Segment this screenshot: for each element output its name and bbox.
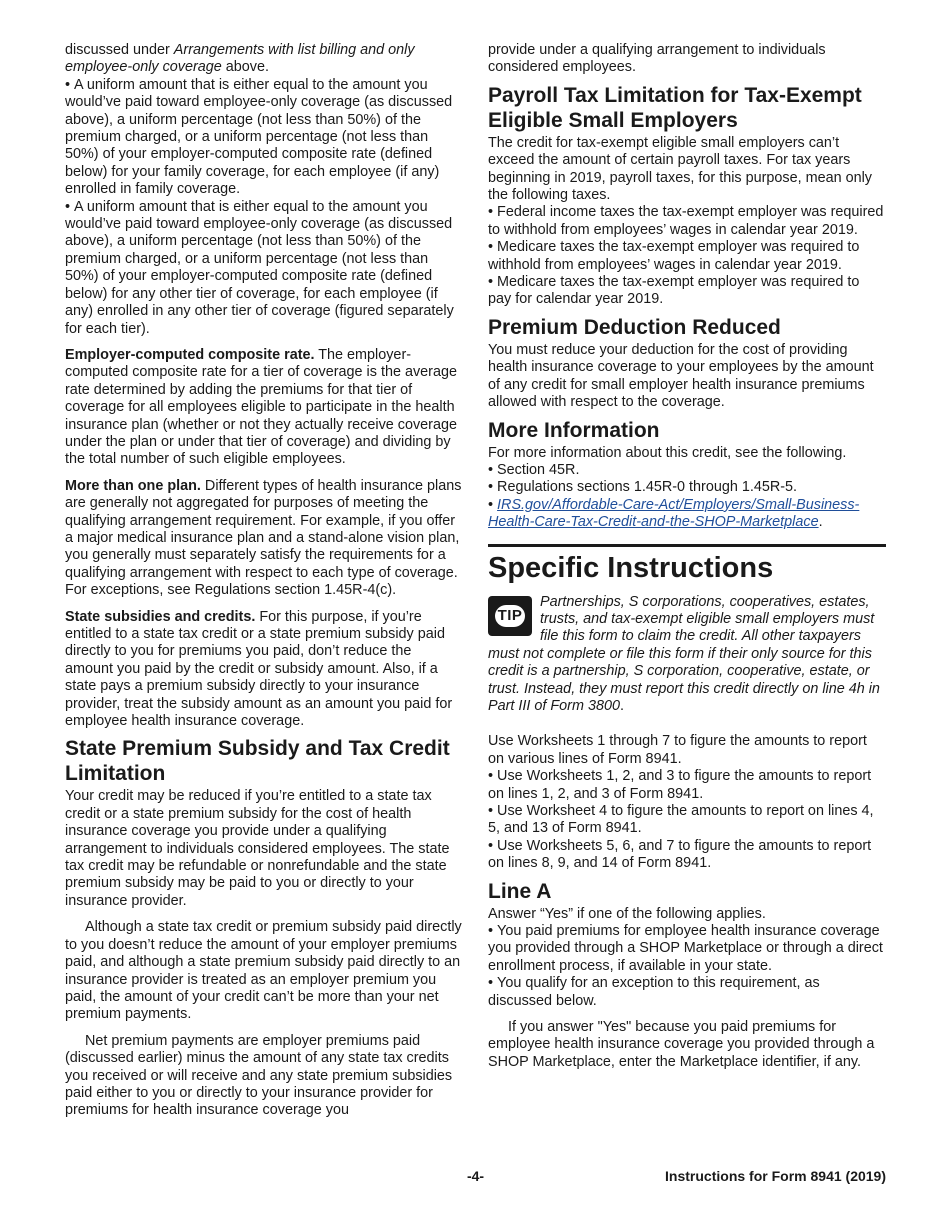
paragraph: Your credit may be reduced if you’re entitled to a state tax credit or a state premium subsidy for the cost of health insurance coverage you provide under a qualifying arrangement to individuals considered employees. The state tax credit may be refundable or nonrefundable and the state premium subsidy may be paid to you or directly to your insurance provider. — [65, 788, 450, 909]
paragraph: For more information about this credit, see the following. — [488, 444, 847, 461]
section-heading: State Premium Subsidy and Tax Credit Limitation — [65, 737, 450, 786]
page-title: Specific Instructions — [488, 551, 774, 584]
bullet-item: • Use Worksheet 4 to figure the amounts to report on lines 4, 5, and 13 of Form 8941. — [488, 803, 886, 838]
section-heading: More Information — [488, 418, 660, 442]
bullet-item: • Federal income taxes the tax-exempt employer was required to withhold from employees’ wages in calendar year 2019. — [488, 204, 886, 239]
bullet-item: • You paid premiums for employee health insurance coverage you provided through a SHOP Marketplace or through a direct enrollment process, if available in your state. — [488, 923, 886, 975]
section-heading: Payroll Tax Limitation for Tax-Exempt Eligible Small Employers — [488, 83, 862, 132]
bullet-item: • A uniform amount that is either equal to the amount you would’ve paid toward employee-only coverage (as discussed above), a uniform percentage (not less than 50%) of the premium charged, or a uniform percentage (not less than 50%) of your employer-computed composite rate (defined below) for your family coverage, for each employee (if any) enrolled in family coverage. — [65, 77, 463, 199]
paragraph: If you answer "Yes" because you paid premiums for employee health insurance coverage you provided through a SHOP Marketplace, enter the Marketplace identifier, if any. — [488, 1019, 875, 1070]
paragraph: State subsidies and credits. For this purpose, if you’re entitled to a state tax credit or a state premium subsidy paid directly to you for premiums you paid, don’t reduce the amount you paid by the credit or subsidy amount. Also, if a state pays a premium subsidy directly to your insurance provider, treat the subsidy amount as an amount you paid for employee health insurance coverage. — [65, 608, 453, 730]
page-footer — [65, 1168, 886, 1188]
bullet-item: • Medicare taxes the tax-exempt employer was required to pay for calendar year 2019. — [488, 274, 886, 309]
tip-text: Partnerships, S corporations, cooperatives, estates, trusts, and tax-exempt eligible small employers must file this form to claim the credit. All other taxpayers must not complete or file this form if their only source for this credit is a partnership, S corporation, cooperative, estate, or trust. Instead, they must report this credit directly on line 4h in Part III of Form 3800. — [488, 593, 880, 714]
run-in-heading: Employer-computed composite rate. — [65, 346, 315, 363]
bullet-item: • Medicare taxes the tax-exempt employer was required to withhold from employees’ wages in calendar year 2019. — [488, 239, 886, 274]
left-column — [65, 42, 463, 1120]
tip-block — [488, 594, 886, 716]
bullet-item: • Use Worksheets 1, 2, and 3 to figure the amounts to report on lines 1, 2, and 3 of Form 8941. — [488, 768, 886, 803]
paragraph: provide under a qualifying arrangement to individuals considered employees. — [488, 42, 826, 76]
run-in-heading: State subsidies and credits. — [65, 608, 256, 625]
section-heading: Line A — [488, 879, 552, 903]
paragraph: Although a state tax credit or premium subsidy paid directly to you doesn’t reduce the amount of your employer premiums paid, and although a state premium subsidy paid directly to an insurance provider is treated as an employer premium you paid, the amount of your credit can’t be more than your net premium payments. — [65, 919, 462, 1023]
paragraph: The credit for tax-exempt eligible small employers can’t exceed the amount of certain payroll taxes. For tax years beginning in 2019, payroll taxes, for this purpose, mean only the following taxes. — [488, 134, 872, 204]
paragraph: Use Worksheets 1 through 7 to figure the amounts to report on various lines of Form 8941. — [488, 733, 867, 767]
paragraph: More than one plan. Different types of health insurance plans are generally not aggregated for purposes of meeting the qualifying arrangement requirement. For example, if you offer a major medical insurance plan and a stand-alone vision plan, you generally must separately satisfy the requirements for a qualifying arrangement with respect to each type of coverage. For exceptions, see Regulations section 1.45R-4(c). — [65, 477, 462, 599]
tip-icon: TIP — [488, 596, 532, 636]
section-heading: Premium Deduction Reduced — [488, 315, 781, 339]
irs-link[interactable]: IRS.gov/Affordable-Care-Act/Employers/Small-Business-Health-Care-Tax-Credit-and-the-SHOP-Marketplace — [488, 496, 860, 531]
bullet-item: • Regulations sections 1.45R-0 through 1.45R-5. — [488, 479, 886, 496]
bullet-item: • Section 45R. — [488, 462, 886, 479]
paragraph: Employer-computed composite rate. The employer-computed composite rate for a tier of coverage is the average rate determined by adding the premiums for that tier of coverage for all employees eligible to participate in the health insurance plan (whether or not they actually receive coverage under the plan or under that tier of coverage) and dividing by the total number of such eligible employees. — [65, 346, 457, 468]
bullet-item: • You qualify for an exception to this requirement, as discussed below. — [488, 975, 886, 1010]
bullet-item: • A uniform amount that is either equal to the amount you would’ve paid toward employee-only coverage (as discussed above), a uniform percentage (not less than 50%) of the premium charged, or a uniform percentage (not less than 50%) of your employer-computed composite rate (defined below) for any other tier of coverage, for each employee (if any) enrolled in any other tier of coverage (figured separately for each tier). — [65, 199, 463, 338]
page-number: -4- — [466, 1168, 485, 1184]
paragraph: Answer “Yes” if one of the following applies. — [488, 905, 766, 922]
bullet-item: • IRS.gov/Affordable-Care-Act/Employers/Small-Business-Health-Care-Tax-Credit-and-the-SHOP-Marketplace. — [488, 497, 886, 532]
bullet-item: • Use Worksheets 5, 6, and 7 to figure the amounts to report on lines 8, 9, and 14 of Form 8941. — [488, 838, 886, 873]
footer-title: Instructions for Form 8941 (2019) — [665, 1168, 886, 1184]
section-rule — [488, 544, 886, 585]
paragraph: You must reduce your deduction for the cost of providing health insurance coverage to your employees by the amount of any credit for small employer health insurance premiums allowed with respect to the coverage. — [488, 341, 874, 411]
right-column — [488, 42, 886, 1071]
run-in-heading: More than one plan. — [65, 477, 201, 494]
paragraph: discussed under Arrangements with list billing and only employee-only coverage above. — [65, 42, 415, 76]
paragraph: Net premium payments are employer premiums paid (discussed earlier) minus the amount of any state tax credits you received or will receive and any state premium subsidies paid either to you or directly to your insurance provider for premiums for health insurance coverage you — [65, 1032, 453, 1119]
